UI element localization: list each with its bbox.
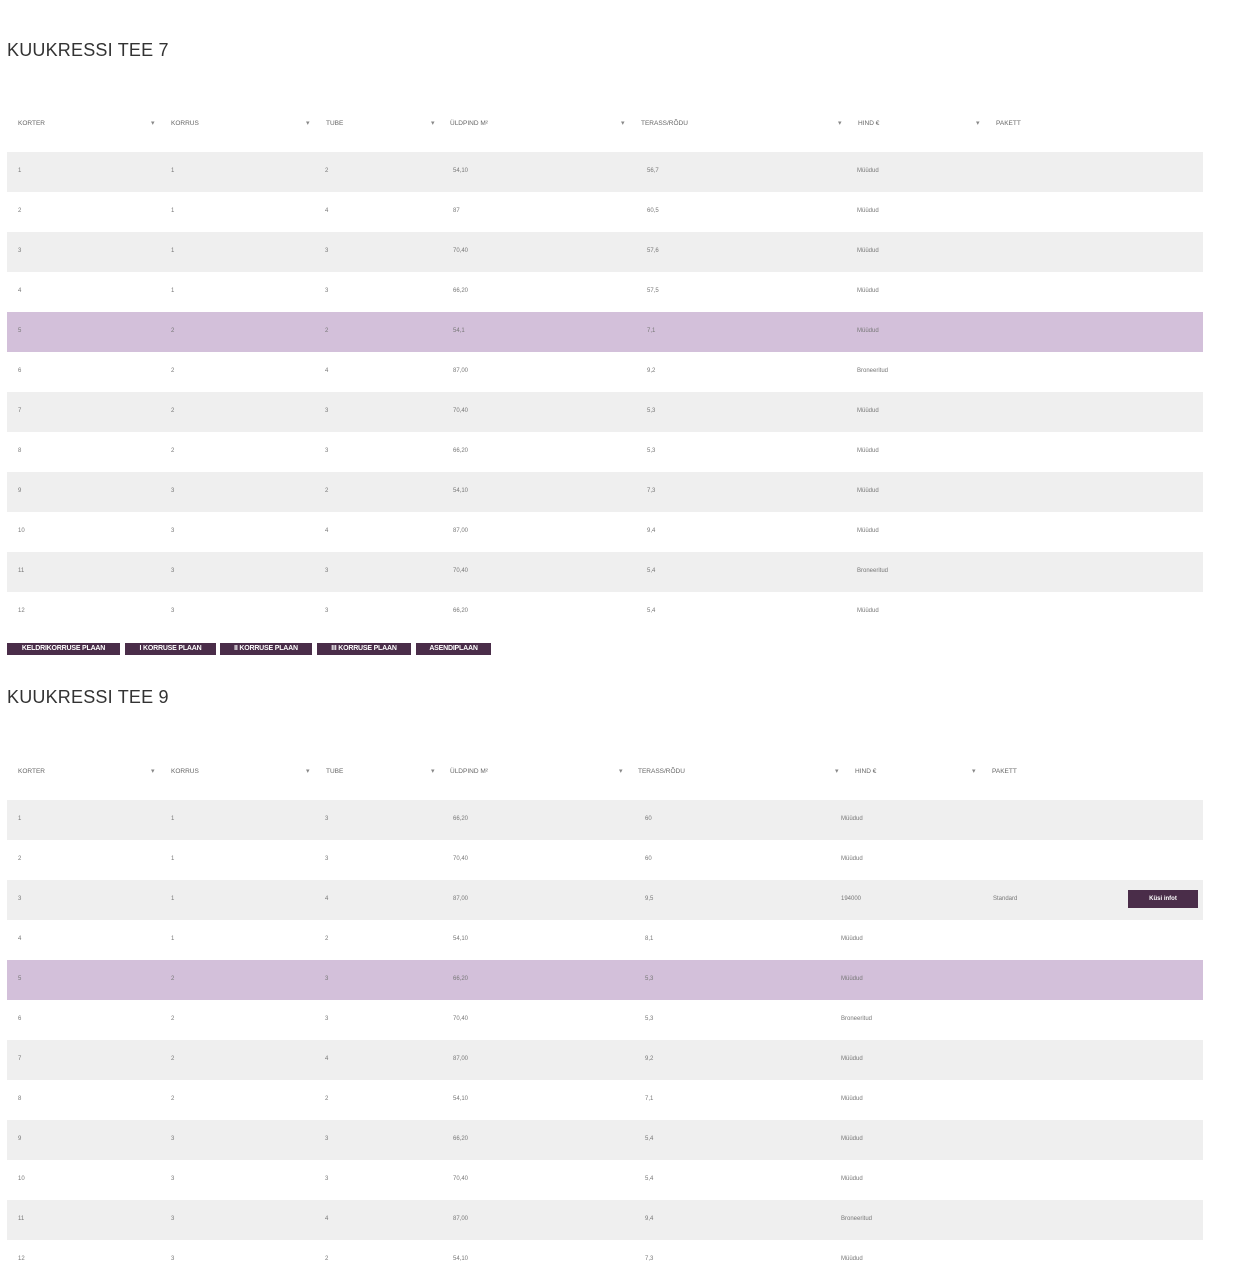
table-cell: 8,1 (645, 936, 654, 942)
table-cell: 9,4 (645, 1216, 654, 1222)
table-row[interactable] (7, 1040, 1203, 1080)
table-cell: 2 (325, 1096, 329, 1102)
table-cell: 4 (325, 1056, 329, 1062)
table-cell: 1 (171, 856, 175, 862)
table-row[interactable] (7, 232, 1203, 272)
sort-chevron-icon[interactable]: ▾ (151, 768, 155, 775)
table-cell: 87,00 (453, 896, 469, 902)
table-cell: Müüdud (857, 288, 879, 294)
table-cell: 5,4 (645, 1176, 654, 1182)
table-cell: 3 (171, 568, 175, 574)
table-cell: 1 (18, 816, 22, 822)
table-cell: 5 (18, 976, 22, 982)
table-cell: 3 (325, 608, 329, 614)
table-cell: 2 (18, 856, 22, 862)
table-cell: 2 (325, 168, 329, 174)
table-cell: 3 (18, 896, 22, 902)
table-cell: 7,3 (645, 1256, 654, 1262)
table-cell: 3 (325, 976, 329, 982)
table-cell: 9 (18, 488, 22, 494)
column-header[interactable]: PAKETT (992, 768, 1017, 775)
table-cell: Broneeritud (857, 368, 889, 374)
column-header[interactable]: KORTER (18, 768, 45, 775)
table-cell: 4 (18, 288, 22, 294)
column-header[interactable]: TERASS/RÕDU (641, 120, 688, 127)
table-cell: 70,40 (453, 568, 469, 574)
table-cell: 5,4 (647, 608, 656, 614)
table-cell: 9,4 (647, 528, 656, 534)
table-cell: Müüdud (857, 328, 879, 334)
table-cell: Müüdud (857, 488, 879, 494)
table-row[interactable] (7, 152, 1203, 192)
table-cell: 10 (18, 1176, 25, 1182)
column-header[interactable]: TUBE (326, 120, 344, 127)
table-cell: Müüdud (841, 1256, 863, 1262)
table-cell: 2 (171, 368, 175, 374)
table-cell: 5,3 (645, 976, 654, 982)
floor-plan-button[interactable]: I KORRUSE PLAAN (125, 643, 216, 655)
table-cell: 3 (171, 1256, 175, 1262)
table-cell: 70,40 (453, 1016, 469, 1022)
table-cell: 3 (325, 1016, 329, 1022)
table-cell: Müüdud (857, 448, 879, 454)
table-cell: 70,40 (453, 408, 469, 414)
table-cell: 4 (18, 936, 22, 942)
table-cell: 5,3 (645, 1016, 654, 1022)
table-row[interactable] (7, 552, 1203, 592)
table-cell: 60,5 (647, 208, 659, 214)
table-cell: 66,20 (453, 288, 469, 294)
table-cell: 3 (171, 608, 175, 614)
table-cell: 87,00 (453, 1216, 469, 1222)
table-cell: Müüdud (841, 1056, 863, 1062)
sort-chevron-icon[interactable]: ▾ (431, 120, 435, 127)
table-cell: 54,10 (453, 488, 469, 494)
table-row[interactable] (7, 1000, 1203, 1040)
table-cell: 6 (18, 1016, 22, 1022)
table-cell: 4 (325, 1216, 329, 1222)
table-cell: 7,1 (645, 1096, 654, 1102)
request-info-button[interactable]: Küsi infot (1128, 890, 1198, 908)
table-cell: Standard (993, 896, 1018, 902)
table-cell: Müüdud (841, 816, 863, 822)
table-cell: 60 (645, 856, 652, 862)
table-cell: 5 (18, 328, 22, 334)
table-row[interactable] (7, 352, 1203, 392)
table-cell: 3 (171, 1136, 175, 1142)
sort-chevron-icon[interactable]: ▾ (151, 120, 155, 127)
table-cell: 1 (171, 816, 175, 822)
sort-chevron-icon[interactable]: ▾ (431, 768, 435, 775)
table-cell: Müüdud (841, 976, 863, 982)
table-cell: Müüdud (857, 608, 879, 614)
table-row[interactable] (7, 800, 1203, 840)
table-cell: 1 (171, 288, 175, 294)
table-cell: 54,1 (453, 328, 465, 334)
table-cell: 2 (18, 208, 22, 214)
sort-chevron-icon[interactable]: ▾ (838, 120, 842, 127)
table-cell: 2 (325, 328, 329, 334)
table-cell: 2 (171, 1096, 175, 1102)
table-cell: 54,10 (453, 936, 469, 942)
table-cell: Broneeritud (841, 1016, 873, 1022)
table-cell: 9,2 (647, 368, 656, 374)
table-cell: 7,1 (647, 328, 656, 334)
table-row[interactable] (7, 880, 1203, 920)
floor-plan-button[interactable]: III KORRUSE PLAAN (317, 643, 411, 655)
table-cell: Broneeritud (857, 568, 889, 574)
column-header[interactable]: ÜLDPIND M² (450, 768, 488, 775)
table-cell: 4 (325, 896, 329, 902)
table-row[interactable] (7, 960, 1203, 1000)
table-cell: 3 (325, 448, 329, 454)
table-cell: 10 (18, 528, 25, 534)
table-cell: 3 (171, 1216, 175, 1222)
table-cell: 3 (325, 568, 329, 574)
table-cell: 2 (171, 976, 175, 982)
table-cell: 11 (18, 568, 25, 574)
table-cell: 1 (171, 168, 175, 174)
table-cell: 87,00 (453, 528, 469, 534)
table-cell: 66,20 (453, 816, 469, 822)
floor-plan-button[interactable]: ASENDIPLAAN (416, 643, 491, 655)
table-cell: 87 (453, 208, 460, 214)
table-cell: 1 (171, 896, 175, 902)
table-cell: 3 (325, 816, 329, 822)
table-cell: 7,3 (647, 488, 656, 494)
column-header[interactable]: KORRUS (171, 120, 199, 127)
table-cell: Müüdud (841, 1096, 863, 1102)
sort-chevron-icon[interactable]: ▾ (976, 120, 980, 127)
sort-chevron-icon[interactable]: ▾ (621, 120, 625, 127)
table-row[interactable] (7, 840, 1203, 880)
table-cell: 9,5 (645, 896, 654, 902)
table-cell: Müüdud (857, 168, 879, 174)
table-row[interactable] (7, 1120, 1203, 1160)
table-cell: 66,20 (453, 976, 469, 982)
table-cell: Müüdud (841, 936, 863, 942)
table-cell: 2 (171, 1056, 175, 1062)
sort-chevron-icon[interactable]: ▾ (619, 768, 623, 775)
table-cell: Müüdud (857, 248, 879, 254)
table-cell: 2 (171, 328, 175, 334)
table-cell: 3 (171, 488, 175, 494)
section-title: KUUKRESSI TEE 9 (7, 687, 169, 707)
table-cell: Müüdud (841, 1176, 863, 1182)
table-cell: 2 (325, 488, 329, 494)
table-cell: 70,40 (453, 856, 469, 862)
sort-chevron-icon[interactable]: ▾ (306, 768, 310, 775)
table-row[interactable] (7, 272, 1203, 312)
table-cell: 8 (18, 1096, 22, 1102)
table-cell: 194000 (841, 896, 862, 902)
table-cell: 3 (325, 288, 329, 294)
table-cell: 56,7 (647, 168, 659, 174)
table-cell: 3 (325, 408, 329, 414)
table-row[interactable] (7, 1080, 1203, 1120)
table-cell: 3 (18, 248, 22, 254)
table-row[interactable] (7, 592, 1203, 632)
table-cell: 2 (171, 408, 175, 414)
table-cell: 70,40 (453, 248, 469, 254)
column-header[interactable]: KORTER (18, 120, 45, 127)
table-cell: 1 (171, 936, 175, 942)
table-cell: 3 (325, 1176, 329, 1182)
table-cell: Müüdud (857, 208, 879, 214)
table-cell: 3 (325, 1136, 329, 1142)
table-cell: 5,3 (647, 408, 656, 414)
table-cell: 12 (18, 1256, 25, 1262)
table-row[interactable] (7, 1200, 1203, 1240)
table-cell: 57,6 (647, 248, 659, 254)
table-cell: 4 (325, 368, 329, 374)
table-cell: 87,00 (453, 1056, 469, 1062)
column-header[interactable]: PAKETT (996, 120, 1021, 127)
table-cell: 1 (18, 168, 22, 174)
table-cell: 1 (171, 208, 175, 214)
sort-chevron-icon[interactable]: ▾ (306, 120, 310, 127)
column-header[interactable]: ÜLDPIND M² (450, 120, 488, 127)
table-cell: 5,3 (647, 448, 656, 454)
table-cell: Müüdud (841, 856, 863, 862)
table-cell: 4 (325, 208, 329, 214)
table-row[interactable] (7, 472, 1203, 512)
table-cell: 2 (325, 1256, 329, 1262)
table-cell: 54,10 (453, 1256, 469, 1262)
table-row[interactable] (7, 1160, 1203, 1200)
table-cell: 60 (645, 816, 652, 822)
floor-plan-button[interactable]: KELDRIKORRUSE PLAAN (7, 643, 120, 655)
table-cell: 8 (18, 448, 22, 454)
floor-plan-button[interactable]: II KORRUSE PLAAN (220, 643, 312, 655)
table-cell: 3 (325, 856, 329, 862)
table-cell: 2 (325, 936, 329, 942)
table-cell: 70,40 (453, 1176, 469, 1182)
table-row[interactable] (7, 1240, 1203, 1280)
table-cell: Müüdud (857, 528, 879, 534)
column-header[interactable]: KORRUS (171, 768, 199, 775)
table-cell: 2 (171, 1016, 175, 1022)
column-header[interactable]: TUBE (326, 768, 344, 775)
table-cell: 11 (18, 1216, 25, 1222)
table-cell: 1 (171, 248, 175, 254)
table-cell: 3 (171, 1176, 175, 1182)
table-cell: 66,20 (453, 608, 469, 614)
table-row[interactable] (7, 920, 1203, 960)
table-cell: 4 (325, 528, 329, 534)
table-cell: 87,00 (453, 368, 469, 374)
section-title: KUUKRESSI TEE 7 (7, 40, 169, 60)
column-header[interactable]: HIND € (858, 120, 880, 127)
column-header[interactable]: HIND € (855, 768, 877, 775)
table-cell: 2 (171, 448, 175, 454)
table-cell: 5,4 (645, 1136, 654, 1142)
table-cell: 7 (18, 1056, 22, 1062)
table-cell: 3 (171, 528, 175, 534)
table-row[interactable] (7, 432, 1203, 472)
table-row[interactable] (7, 192, 1203, 232)
table-header (7, 768, 1203, 782)
sort-chevron-icon[interactable]: ▾ (835, 768, 839, 775)
table-cell: 3 (325, 248, 329, 254)
table-cell: 66,20 (453, 448, 469, 454)
table-cell: Broneeritud (841, 1216, 873, 1222)
table-cell: 7 (18, 408, 22, 414)
table-cell: 9 (18, 1136, 22, 1142)
table-cell: Müüdud (857, 408, 879, 414)
table-cell: 54,10 (453, 1096, 469, 1102)
table-cell: 6 (18, 368, 22, 374)
table-cell: 66,20 (453, 1136, 469, 1142)
table-cell: 9,2 (645, 1056, 654, 1062)
table-cell: 57,5 (647, 288, 659, 294)
table-cell: 54,10 (453, 168, 469, 174)
table-row[interactable] (7, 312, 1203, 352)
table-cell: 5,4 (647, 568, 656, 574)
table-cell: 12 (18, 608, 25, 614)
table-row[interactable] (7, 512, 1203, 552)
table-header (7, 120, 1203, 134)
table-cell: Müüdud (841, 1136, 863, 1142)
sort-chevron-icon[interactable]: ▾ (972, 768, 976, 775)
table-row[interactable] (7, 392, 1203, 432)
column-header[interactable]: TERASS/RÕDU (638, 768, 685, 775)
